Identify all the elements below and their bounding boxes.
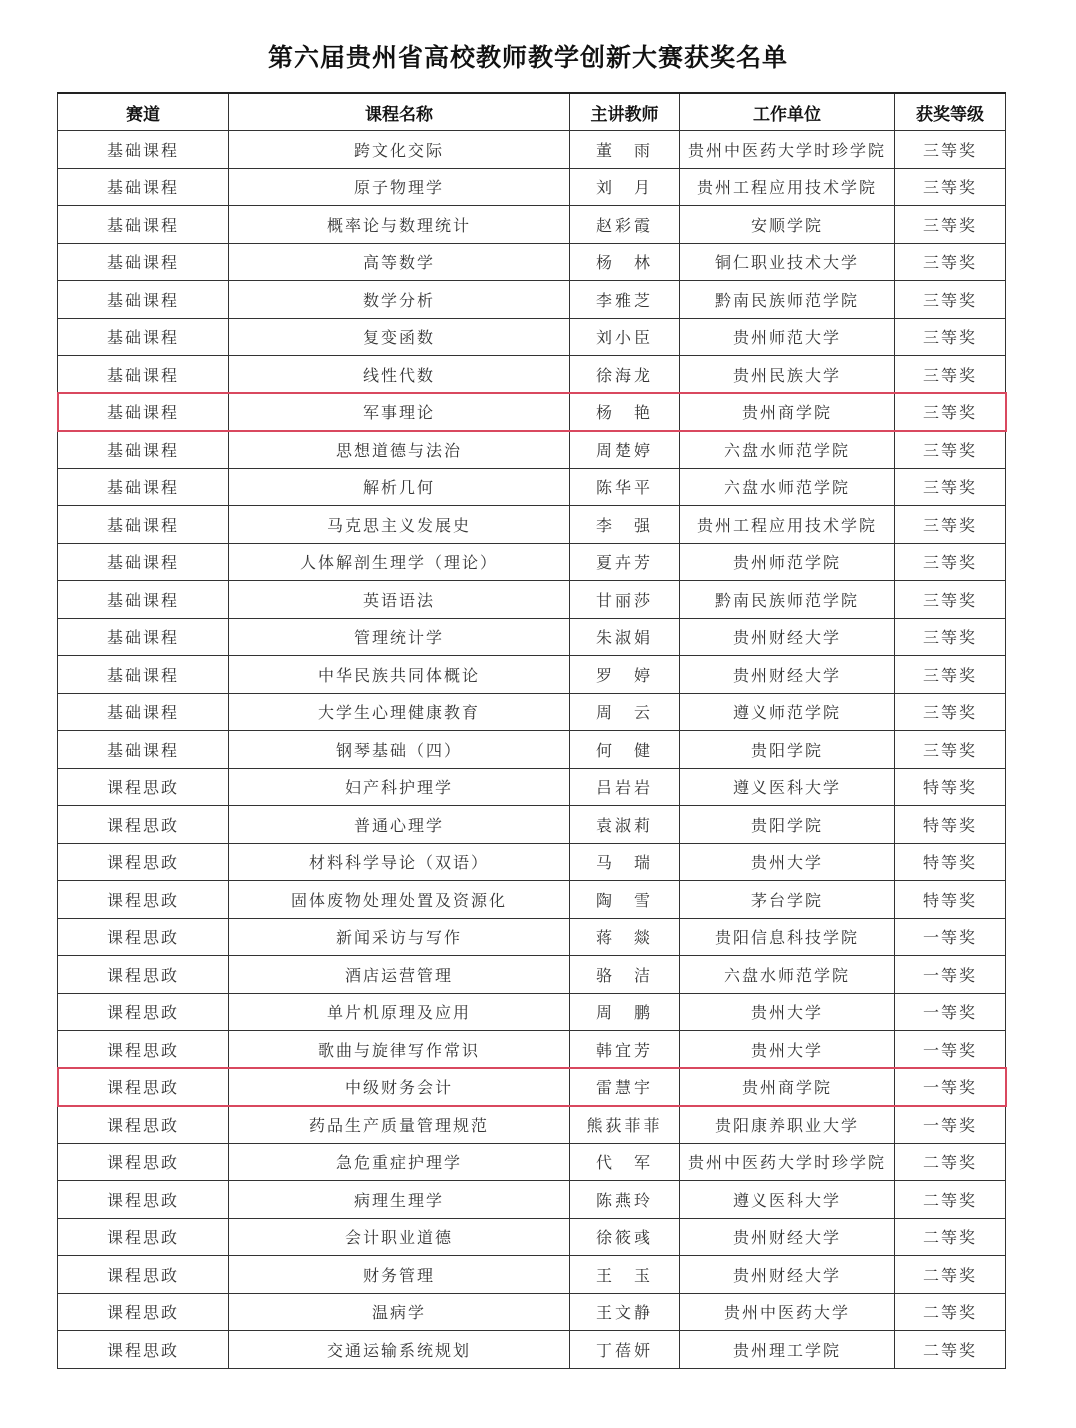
cell-award: 二等奖 (895, 1181, 1006, 1219)
cell-track: 基础课程 (58, 431, 229, 469)
cell-course: 病理生理学 (229, 1181, 570, 1219)
header-track: 赛道 (58, 93, 229, 131)
cell-teacher: 袁淑莉 (570, 806, 680, 844)
table-row (58, 843, 1006, 881)
cell-teacher: 丁蓓妍 (570, 1331, 680, 1369)
cell-unit: 贵州师范大学 (680, 318, 895, 356)
cell-course: 材料科学导论（双语） (229, 843, 570, 881)
cell-award: 三等奖 (895, 281, 1006, 319)
cell-unit: 六盘水师范学院 (680, 431, 895, 469)
cell-award: 特等奖 (895, 843, 1006, 881)
table-row (58, 468, 1006, 506)
table-row (58, 281, 1006, 319)
cell-award: 特等奖 (895, 881, 1006, 919)
cell-award: 三等奖 (895, 693, 1006, 731)
cell-award: 一等奖 (895, 1068, 1006, 1106)
cell-award: 三等奖 (895, 243, 1006, 281)
cell-unit: 安顺学院 (680, 206, 895, 244)
cell-award: 三等奖 (895, 581, 1006, 619)
table-row (58, 693, 1006, 731)
cell-unit: 贵州工程应用技术学院 (680, 168, 895, 206)
cell-unit: 贵州大学 (680, 843, 895, 881)
cell-course: 概率论与数理统计 (229, 206, 570, 244)
cell-track: 基础课程 (58, 168, 229, 206)
cell-track: 课程思政 (58, 1106, 229, 1144)
cell-teacher: 代 军 (570, 1143, 680, 1181)
header-award: 获奖等级 (895, 93, 1006, 131)
table-body (58, 131, 1006, 1369)
cell-track: 基础课程 (58, 281, 229, 319)
cell-track: 课程思政 (58, 1031, 229, 1069)
table-row (58, 1068, 1006, 1106)
cell-teacher: 王 玉 (570, 1256, 680, 1294)
cell-teacher: 董 雨 (570, 131, 680, 169)
table-row (58, 1331, 1006, 1369)
cell-course: 财务管理 (229, 1256, 570, 1294)
cell-course: 人体解剖生理学（理论） (229, 543, 570, 581)
cell-track: 课程思政 (58, 1068, 229, 1106)
table-row (58, 581, 1006, 619)
cell-track: 课程思政 (58, 1143, 229, 1181)
cell-course: 交通运输系统规划 (229, 1331, 570, 1369)
table-row (58, 1256, 1006, 1294)
table-row (58, 1106, 1006, 1144)
cell-teacher: 骆 洁 (570, 956, 680, 994)
cell-teacher: 周 云 (570, 693, 680, 731)
cell-track: 课程思政 (58, 993, 229, 1031)
cell-course: 线性代数 (229, 356, 570, 394)
cell-course: 妇产科护理学 (229, 768, 570, 806)
table-row (58, 506, 1006, 544)
cell-award: 三等奖 (895, 543, 1006, 581)
cell-teacher: 杨 林 (570, 243, 680, 281)
cell-course: 单片机原理及应用 (229, 993, 570, 1031)
table-row (58, 881, 1006, 919)
cell-award: 三等奖 (895, 393, 1006, 431)
cell-unit: 遵义师范学院 (680, 693, 895, 731)
cell-track: 课程思政 (58, 1256, 229, 1294)
cell-teacher: 李雅芝 (570, 281, 680, 319)
cell-unit: 贵州中医药大学 (680, 1293, 895, 1331)
cell-unit: 贵州理工学院 (680, 1331, 895, 1369)
cell-teacher: 陈华平 (570, 468, 680, 506)
table-header-row (58, 93, 1006, 131)
cell-teacher: 夏卉芳 (570, 543, 680, 581)
cell-track: 基础课程 (58, 656, 229, 694)
table-row (58, 1143, 1006, 1181)
cell-track: 基础课程 (58, 468, 229, 506)
document-title: 第六届贵州省高校教师教学创新大赛获奖名单 (267, 43, 788, 72)
cell-teacher: 刘 月 (570, 168, 680, 206)
cell-unit: 贵州财经大学 (680, 656, 895, 694)
cell-track: 基础课程 (58, 393, 229, 431)
cell-unit: 贵州财经大学 (680, 1256, 895, 1294)
cell-award: 一等奖 (895, 956, 1006, 994)
cell-course: 军事理论 (229, 393, 570, 431)
cell-course: 酒店运营管理 (229, 956, 570, 994)
cell-teacher: 韩宜芳 (570, 1031, 680, 1069)
cell-award: 三等奖 (895, 656, 1006, 694)
cell-teacher: 周楚婷 (570, 431, 680, 469)
cell-track: 基础课程 (58, 618, 229, 656)
cell-teacher: 王文静 (570, 1293, 680, 1331)
cell-award: 特等奖 (895, 768, 1006, 806)
cell-track: 课程思政 (58, 843, 229, 881)
cell-award: 三等奖 (895, 506, 1006, 544)
cell-track: 基础课程 (58, 206, 229, 244)
cell-track: 基础课程 (58, 356, 229, 394)
table-row (58, 918, 1006, 956)
cell-award: 一等奖 (895, 1106, 1006, 1144)
cell-unit: 贵州财经大学 (680, 1218, 895, 1256)
table-row (58, 731, 1006, 769)
cell-teacher: 刘小臣 (570, 318, 680, 356)
cell-course: 大学生心理健康教育 (229, 693, 570, 731)
table-row (58, 356, 1006, 394)
cell-award: 三等奖 (895, 731, 1006, 769)
cell-track: 课程思政 (58, 1293, 229, 1331)
cell-course: 固体废物处理处置及资源化 (229, 881, 570, 919)
cell-teacher: 徐海龙 (570, 356, 680, 394)
cell-course: 复变函数 (229, 318, 570, 356)
cell-track: 课程思政 (58, 1218, 229, 1256)
cell-teacher: 赵彩霞 (570, 206, 680, 244)
cell-teacher: 徐筱彧 (570, 1218, 680, 1256)
table-row (58, 656, 1006, 694)
cell-teacher: 陈燕玲 (570, 1181, 680, 1219)
cell-teacher: 吕岩岩 (570, 768, 680, 806)
table-row (58, 1181, 1006, 1219)
cell-award: 三等奖 (895, 318, 1006, 356)
cell-teacher: 甘丽莎 (570, 581, 680, 619)
cell-unit: 贵州商学院 (680, 393, 895, 431)
table-row (58, 768, 1006, 806)
cell-award: 三等奖 (895, 206, 1006, 244)
cell-course: 急危重症护理学 (229, 1143, 570, 1181)
cell-track: 课程思政 (58, 918, 229, 956)
cell-teacher: 蒋 燚 (570, 918, 680, 956)
header-teacher: 主讲教师 (570, 93, 680, 131)
table-row (58, 543, 1006, 581)
cell-unit: 六盘水师范学院 (680, 468, 895, 506)
cell-teacher: 陶 雪 (570, 881, 680, 919)
table-row (58, 243, 1006, 281)
table-row (58, 318, 1006, 356)
table-row (58, 993, 1006, 1031)
cell-track: 课程思政 (58, 956, 229, 994)
cell-course: 高等数学 (229, 243, 570, 281)
cell-teacher: 朱淑娟 (570, 618, 680, 656)
cell-teacher: 李 强 (570, 506, 680, 544)
cell-unit: 铜仁职业技术大学 (680, 243, 895, 281)
cell-course: 原子物理学 (229, 168, 570, 206)
table-row (58, 1218, 1006, 1256)
cell-track: 基础课程 (58, 243, 229, 281)
cell-award: 一等奖 (895, 918, 1006, 956)
cell-teacher: 马 瑞 (570, 843, 680, 881)
cell-unit: 贵阳学院 (680, 731, 895, 769)
cell-course: 马克思主义发展史 (229, 506, 570, 544)
cell-course: 会计职业道德 (229, 1218, 570, 1256)
cell-course: 数学分析 (229, 281, 570, 319)
cell-course: 跨文化交际 (229, 131, 570, 169)
header-course: 课程名称 (229, 93, 570, 131)
cell-unit: 六盘水师范学院 (680, 956, 895, 994)
table-row (58, 168, 1006, 206)
cell-unit: 贵州民族大学 (680, 356, 895, 394)
cell-award: 二等奖 (895, 1143, 1006, 1181)
cell-track: 基础课程 (58, 731, 229, 769)
cell-course: 解析几何 (229, 468, 570, 506)
cell-unit: 贵阳信息科技学院 (680, 918, 895, 956)
cell-unit: 遵义医科大学 (680, 1181, 895, 1219)
cell-teacher: 雷慧宇 (570, 1068, 680, 1106)
cell-track: 课程思政 (58, 768, 229, 806)
cell-unit: 贵州中医药大学时珍学院 (680, 131, 895, 169)
cell-teacher: 周 鹏 (570, 993, 680, 1031)
cell-teacher: 杨 艳 (570, 393, 680, 431)
cell-award: 二等奖 (895, 1293, 1006, 1331)
cell-track: 基础课程 (58, 581, 229, 619)
cell-unit: 黔南民族师范学院 (680, 281, 895, 319)
cell-teacher: 熊荻菲菲 (570, 1106, 680, 1144)
cell-course: 中华民族共同体概论 (229, 656, 570, 694)
table-row (58, 1293, 1006, 1331)
cell-unit: 贵阳学院 (680, 806, 895, 844)
cell-course: 温病学 (229, 1293, 570, 1331)
cell-award: 特等奖 (895, 806, 1006, 844)
cell-unit: 贵州中医药大学时珍学院 (680, 1143, 895, 1181)
cell-track: 基础课程 (58, 543, 229, 581)
cell-teacher: 何 健 (570, 731, 680, 769)
cell-award: 二等奖 (895, 1218, 1006, 1256)
header-unit: 工作单位 (680, 93, 895, 131)
cell-unit: 贵州财经大学 (680, 618, 895, 656)
cell-unit: 贵州商学院 (680, 1068, 895, 1106)
table-row (58, 131, 1006, 169)
cell-track: 课程思政 (58, 881, 229, 919)
cell-course: 英语语法 (229, 581, 570, 619)
cell-course: 管理统计学 (229, 618, 570, 656)
table-row (58, 618, 1006, 656)
cell-award: 三等奖 (895, 356, 1006, 394)
cell-course: 思想道德与法治 (229, 431, 570, 469)
cell-unit: 贵阳康养职业大学 (680, 1106, 895, 1144)
cell-award: 二等奖 (895, 1331, 1006, 1369)
cell-unit: 贵州工程应用技术学院 (680, 506, 895, 544)
cell-award: 一等奖 (895, 993, 1006, 1031)
cell-unit: 茅台学院 (680, 881, 895, 919)
cell-course: 钢琴基础（四） (229, 731, 570, 769)
cell-track: 基础课程 (58, 506, 229, 544)
table-row (58, 806, 1006, 844)
table-row (58, 393, 1006, 431)
cell-award: 三等奖 (895, 468, 1006, 506)
cell-teacher: 罗 婷 (570, 656, 680, 694)
cell-award: 三等奖 (895, 131, 1006, 169)
cell-award: 一等奖 (895, 1031, 1006, 1069)
cell-track: 基础课程 (58, 318, 229, 356)
table-row (58, 956, 1006, 994)
table-row (58, 431, 1006, 469)
cell-course: 普通心理学 (229, 806, 570, 844)
cell-course: 药品生产质量管理规范 (229, 1106, 570, 1144)
cell-track: 课程思政 (58, 1181, 229, 1219)
cell-track: 课程思政 (58, 806, 229, 844)
table-row (58, 1031, 1006, 1069)
cell-award: 二等奖 (895, 1256, 1006, 1294)
cell-award: 三等奖 (895, 168, 1006, 206)
cell-unit: 遵义医科大学 (680, 768, 895, 806)
cell-unit: 贵州大学 (680, 993, 895, 1031)
cell-award: 三等奖 (895, 431, 1006, 469)
cell-unit: 贵州师范学院 (680, 543, 895, 581)
cell-course: 歌曲与旋律写作常识 (229, 1031, 570, 1069)
cell-unit: 贵州大学 (680, 1031, 895, 1069)
cell-course: 新闻采访与写作 (229, 918, 570, 956)
cell-unit: 黔南民族师范学院 (680, 581, 895, 619)
award-table (57, 92, 1006, 1369)
cell-award: 三等奖 (895, 618, 1006, 656)
cell-track: 课程思政 (58, 1331, 229, 1369)
cell-track: 基础课程 (58, 693, 229, 731)
table-row (58, 206, 1006, 244)
cell-track: 基础课程 (58, 131, 229, 169)
cell-course: 中级财务会计 (229, 1068, 570, 1106)
